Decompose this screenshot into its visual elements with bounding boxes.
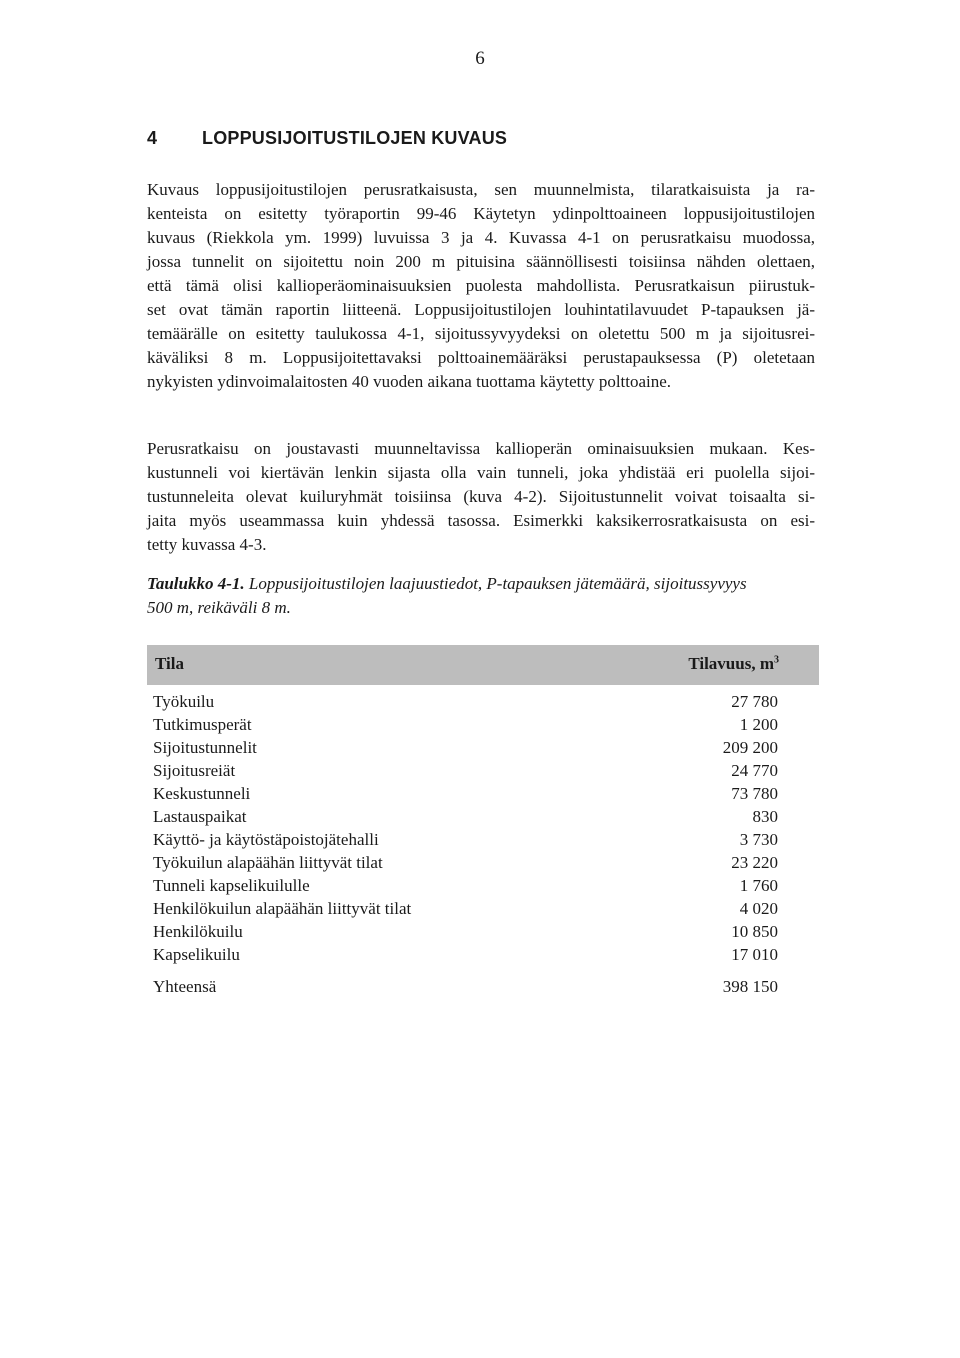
row-tila: Keskustunneli bbox=[153, 784, 251, 803]
row-tila: Sijoitustunnelit bbox=[153, 738, 257, 757]
caption-text-1: Loppusijoitustilojen laajuustiedot, P-tapauksen jätemäärä, sijoitussyvyys bbox=[244, 574, 747, 593]
row-tilavuus: 27 780 bbox=[731, 692, 778, 711]
row-tila: Tunneli kapselikuilulle bbox=[153, 876, 310, 895]
section-heading bbox=[147, 128, 827, 149]
table-total-row bbox=[147, 975, 819, 998]
table-row bbox=[147, 943, 819, 966]
paragraph-line: käväliksi 8 m. Loppusijoitettavaksi polttoainemääräksi perustapauksessa (P) oletetaan bbox=[147, 348, 815, 367]
row-tilavuus: 1 760 bbox=[739, 876, 778, 895]
table-row bbox=[147, 782, 819, 805]
header-unit-superscript: 3 bbox=[774, 654, 779, 666]
table-header bbox=[147, 645, 819, 685]
row-tilavuus: 23 220 bbox=[731, 853, 778, 872]
paragraph-line: Kuvaus loppusijoitustilojen perusratkaisusta, sen muunnelmista, tilaratkaisuista ja ra- bbox=[147, 180, 815, 199]
row-tilavuus: 3 730 bbox=[739, 830, 778, 849]
table-row bbox=[147, 828, 819, 851]
row-tilavuus: 4 020 bbox=[739, 899, 778, 918]
paragraph-line: tustunneleita olevat kuiluryhmät toisiinsa (kuva 4-2). Sijoitustunnelit voivat toisaalta si- bbox=[147, 487, 815, 506]
volume-table bbox=[147, 645, 819, 998]
paragraph-line: että tämä olisi kallioperäominaisuuksien puolesta mahdollista. Perusratkaisun piirustuk- bbox=[147, 276, 815, 295]
paragraph-line: nykyisten ydinvoimalaitosten 40 vuoden aikana tuottama käytetty polttoaine. bbox=[147, 372, 672, 391]
table-row bbox=[147, 713, 819, 736]
table-body bbox=[147, 690, 819, 966]
section-title: LOPPUSIJOITUSTILOJEN KUVAUS bbox=[202, 128, 508, 148]
row-tilavuus: 1 200 bbox=[739, 715, 778, 734]
caption-label: Taulukko 4-1. bbox=[147, 574, 245, 593]
row-tilavuus: 830 bbox=[752, 807, 778, 826]
table-row bbox=[147, 874, 819, 897]
row-tila: Henkilökuilun alapäähän liittyvät tilat bbox=[153, 899, 412, 918]
paragraph-1 bbox=[147, 178, 815, 394]
table-caption bbox=[147, 572, 827, 620]
table-row bbox=[147, 690, 819, 713]
paragraph-line: jaita myös useammassa kuin yhdessä tasossa. Esimerkki kaksikerrosratkaisusta on esi- bbox=[147, 511, 815, 530]
paragraph-line: kustunneli voi kiertävän lenkin sijasta olla vain tunneli, joka yhdistää eri puolella sijoi- bbox=[147, 463, 815, 482]
table-row bbox=[147, 759, 819, 782]
table-row bbox=[147, 805, 819, 828]
paragraph-line: kenteista on esitetty työraportin 99-46 Käytetyn ydinpolttoaineen loppusijoitustilojen bbox=[147, 204, 815, 223]
paragraph-line: tetty kuvassa 4-3. bbox=[147, 535, 267, 554]
total-value: 398 150 bbox=[722, 977, 778, 996]
row-tila: Sijoitusreiät bbox=[153, 761, 236, 780]
row-tila: Henkilökuilu bbox=[153, 922, 243, 941]
total-label: Yhteensä bbox=[153, 977, 217, 996]
table-row bbox=[147, 897, 819, 920]
paragraph-2 bbox=[147, 437, 815, 557]
row-tila: Työkuilun alapäähän liittyvät tilat bbox=[153, 853, 383, 872]
table-row bbox=[147, 920, 819, 943]
caption-text-2: 500 m, reikäväli 8 m. bbox=[147, 598, 291, 617]
row-tilavuus: 17 010 bbox=[731, 945, 778, 964]
paragraph-line: kuvaus (Riekkola ym. 1999) luvuissa 3 ja 4. Kuvassa 4-1 on perusratkaisu muodossa, bbox=[147, 228, 815, 247]
row-tilavuus: 24 770 bbox=[731, 761, 778, 780]
section-number: 4 bbox=[147, 128, 158, 148]
table-row bbox=[147, 851, 819, 874]
page-number: 6 bbox=[475, 48, 485, 69]
paragraph-line: jossa tunnelit on sijoitettu noin 200 m pituisina säännöllisesti toisiinsa nähden olettaen, bbox=[147, 252, 815, 271]
header-tila: Tila bbox=[155, 654, 184, 673]
row-tila: Lastauspaikat bbox=[153, 807, 247, 826]
row-tilavuus: 10 850 bbox=[731, 922, 778, 941]
row-tila: Kapselikuilu bbox=[153, 945, 240, 964]
row-tila: Käyttö- ja käytöstäpoistojätehalli bbox=[153, 830, 379, 849]
paragraph-line: temäärälle on esitetty taulukossa 4-1, sijoitussyvyydeksi on oletettu 500 m ja sijoitusrei- bbox=[147, 324, 815, 343]
paragraph-line: Perusratkaisu on joustavasti muunneltavissa kallioperän ominaisuuksien mukaan. Kes- bbox=[147, 439, 815, 458]
paragraph-line: set ovat tämän raportin liitteenä. Loppusijoitustilojen louhintatilavuudet P-tapauksen jä- bbox=[147, 300, 815, 319]
table-row bbox=[147, 736, 819, 759]
row-tilavuus: 209 200 bbox=[722, 738, 778, 757]
row-tilavuus: 73 780 bbox=[731, 784, 778, 803]
row-tila: Työkuilu bbox=[153, 692, 215, 711]
header-tilavuus: Tilavuus, $m^3$ bbox=[688, 654, 779, 673]
row-tila: Tutkimusperät bbox=[153, 715, 252, 734]
